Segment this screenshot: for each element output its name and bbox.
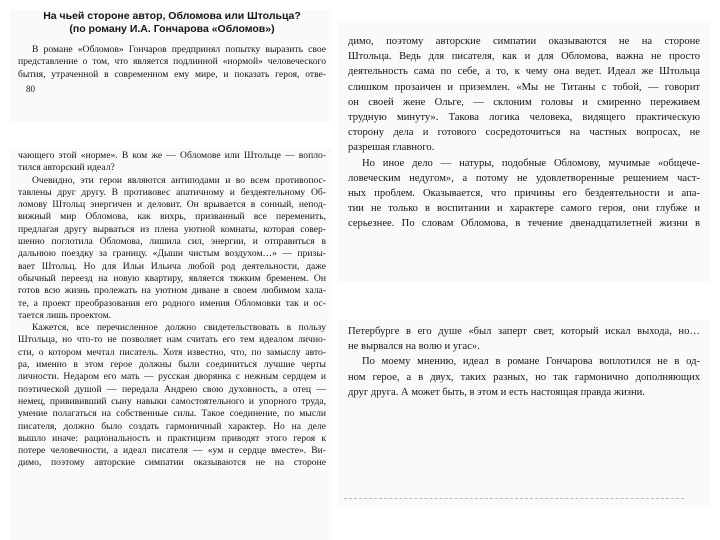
text-line: немец, привививший сыну навыки самостоятельного и упорного труда, — [18, 395, 326, 407]
text-block-right-top — [338, 20, 710, 232]
text-line: представление о том, что является подлинной «нормой» человеческого — [18, 56, 326, 68]
text-line: сторону дела и готового сосредоточиться на частных вопросах, не — [348, 127, 700, 139]
text-line: деятельность сама по себе, а то, к чему она ведет. Идеал же Штольца — [348, 66, 700, 78]
text-line: Но иное дело — натуры, подобные Обломову, мучимые «общече- — [362, 157, 700, 169]
text-line: серьезнее. По словам Обломова, в течение двенадцатилетней жизни в — [348, 218, 700, 230]
text-line: В романе «Обломов» Гончаров предпринял попытку выразить свое — [32, 44, 326, 55]
scan-fragment-left-bottom — [10, 148, 332, 540]
torn-edge — [338, 20, 710, 26]
text-line: трудную минуту». Такова логика человека, видящего практическую — [348, 112, 700, 124]
text-line: сти, о котором мечтал писатель. Хотя известно, что, по замыслу авто- — [18, 346, 326, 358]
text-line: друг друга. А может быть, в этом и есть настоящая правда жизни. — [348, 386, 645, 398]
text-line: Штольца, но что-то не позволяет нам считать его тем идеалом лично- — [18, 334, 326, 346]
text-line: Штольца. Ведь для писателя, как и для Обломова, важна не просто — [348, 51, 700, 63]
text-line: обычный переезд на новую квартиру, является тяжким бременем. Он — [18, 272, 326, 284]
essay-title: На чьей стороне автор, Обломова или Штольца? — [43, 10, 301, 22]
text-line: тавлены друг другу. В противовес апатичному и бездеятельному Об- — [18, 186, 326, 198]
scan-fragment-right-top — [338, 20, 710, 282]
text-line: умение полагаться на собственные силы. Такое соединение, по мысли — [18, 408, 326, 420]
text-line: поэтической душой — передала Андрею свою духовность, а отец — — [18, 383, 326, 395]
text-line: По моему мнению, идеал в романе Гончарова воплотился не в од- — [362, 356, 700, 368]
text-line: не вырвался на волю и угас». — [348, 341, 480, 353]
text-line: готов всю жизнь пролежать на уютном диване в своем любимом хала- — [18, 285, 326, 297]
text-line: ломову Штольц энергичен и деловит. Он врывается в сонный, непод- — [18, 199, 326, 211]
text-line: предлагая другу вырваться из плена уютной комнаты, которая совер- — [18, 223, 326, 235]
page-number: 80 — [26, 83, 35, 94]
text-block-right-bottom — [338, 320, 710, 400]
text-line: димо, поэтому авторские симпатии оказываются не на стороне — [18, 457, 326, 469]
text-line: тии не только в воспитании и характере самого героя, они глубже и — [348, 203, 700, 215]
scan-fragment-right-bottom — [338, 320, 710, 508]
essay-header — [10, 10, 332, 95]
text-line: он своей жене Ольге, — склоним головы и смиренно переживем — [348, 96, 700, 108]
text-line: вижный мир Обломова, как вихрь, призванный все переменить, — [18, 211, 326, 223]
text-line: Кажется, все перечисленное должно свидетельствовать в пользу — [32, 322, 326, 334]
scan-fragment-left-top — [10, 10, 332, 122]
text-line: чающего этой «норме». В ком же — Обломове или Штольце — вопло- — [18, 150, 326, 161]
text-block-left — [10, 148, 332, 470]
text-line: вает Штольц. Но для Ильи Ильича любой род деятельности, даже — [18, 260, 326, 272]
page-divider — [344, 498, 684, 499]
text-line: слишком прозаичен и приземлен. «Мы не Титаны с тобой, — говорит — [348, 81, 700, 93]
text-line: ном герое, а в двух, таких разных, но так гармонично дополняющих — [348, 371, 700, 383]
text-line: потере человечности, а идеал писателя — «ум и сердце вместе». Ви- — [18, 445, 326, 457]
text-line: те, а проект преобразования его родного имения Обломовки так и ос- — [18, 297, 326, 309]
text-line: тается лишь проектом. — [18, 309, 112, 321]
text-line: тился авторский идеал? — [18, 162, 115, 174]
text-line: вышло иначе: рациональность и практицизм приводят этого героя к — [18, 432, 326, 444]
text-line: димо, поэтому авторские симпатии оказываются не на стороне — [348, 36, 700, 47]
text-line: Петербурге в его душе «был заперт свет, который искал выхода, но… — [348, 326, 700, 337]
text-line: бытия, утраченной в современном ему мире, и показать героя, отве- — [18, 68, 326, 80]
text-line: шенно поглотила Обломова, лишила сил, энергии, и отправиться в — [18, 236, 326, 248]
text-line: дальнюю поездку за границу. «Дыши чистым воздухом…» — призы- — [18, 248, 326, 260]
text-line: ловеческим недугом», а потому не удовлетворенные решением част- — [348, 172, 700, 184]
text-line: Очевидно, эти герои являются антиподами и во всем противопос- — [32, 174, 326, 186]
text-line: писателя, должно было создать гармоничный характер. Но на деле — [18, 420, 326, 432]
text-line: ра, именно в этом герое должны были соединиться лучшие черты — [18, 359, 326, 371]
text-line: ных проблем. Оказывается, что причины его бездеятельности и апа- — [348, 188, 700, 200]
text-line: личности. Недаром его мать — русская дворянка с нежным сердцем и — [18, 371, 326, 383]
text-line: разрешая главного. — [348, 142, 435, 154]
essay-subtitle: (по роману И.А. Гончарова «Обломов») — [69, 23, 275, 35]
